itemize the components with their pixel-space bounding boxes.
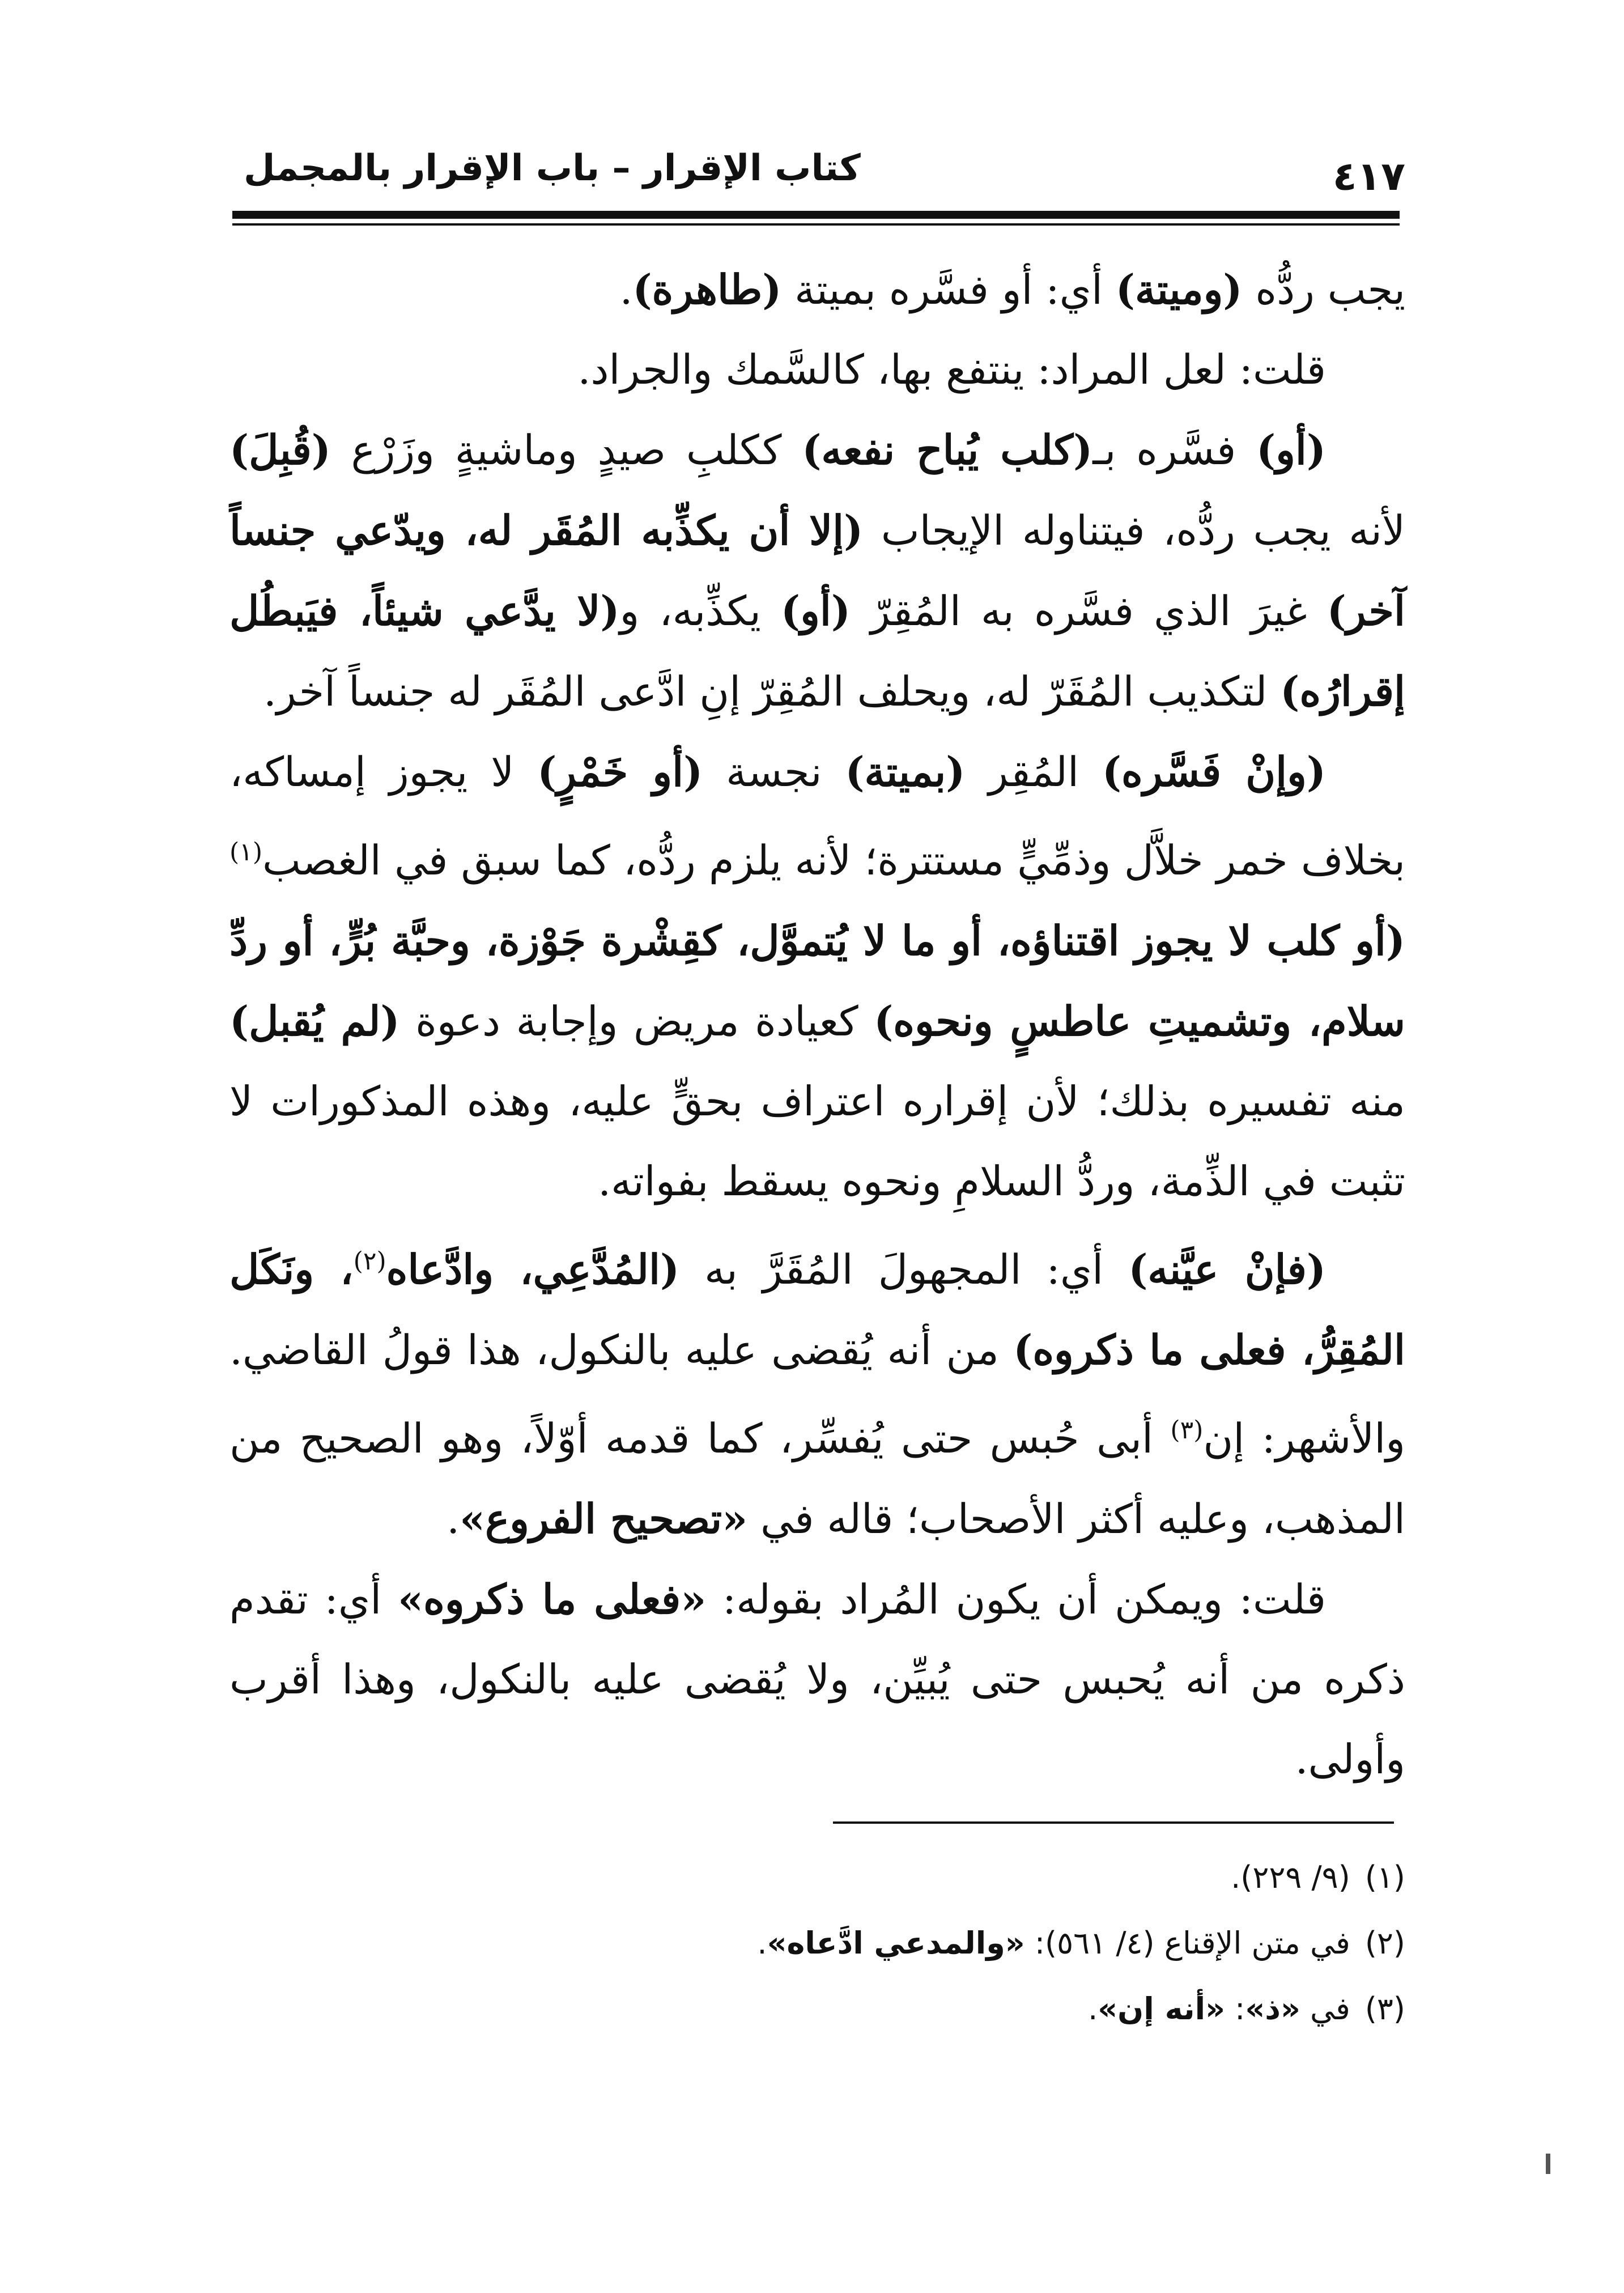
footnote <box>340 1910 1405 1976</box>
footnotes <box>340 1845 1405 2042</box>
sharh-text: نجسة <box>703 748 845 796</box>
footnote-text: (٩/ ٢٢٩). <box>1231 1859 1350 1895</box>
header-rule-thick <box>232 211 1400 219</box>
sharh-text: . <box>619 266 633 313</box>
paragraph <box>229 732 1405 1221</box>
footnote-reference: (٣) <box>1170 1416 1204 1445</box>
footnote-text: : <box>1225 1991 1245 2027</box>
running-title: كتاب الإقرار – باب الإقرار بالمجمل <box>244 147 861 189</box>
matn-text: (إلا أن يكذِّبه المُقَر له، ويدّعي جنساً آخر) <box>229 506 1405 635</box>
paragraph <box>229 330 1405 410</box>
sharh-text: المُقِر <box>965 748 1102 796</box>
page-header <box>227 136 1405 198</box>
sharh-text: منه تفسيره بذلك؛ لأن إقراره اعتراف بحقٍّ عليه، وهذه المذكورات لا تثبت في الذِّمة، وردُّ السلامِ ونحوه يسقط بفواته. <box>229 1077 1406 1205</box>
matn-text: (كلب يُباح نفعه) <box>802 426 1093 474</box>
sharh-text: قلت: لعل المراد: ينتفع بها، كالسَّمك والجراد. <box>577 346 1326 393</box>
sharh-text: يجب ردُّه <box>1242 266 1405 313</box>
sharh-text: لأنه يجب ردُّه، فيتناوله الإيجاب <box>863 507 1405 554</box>
matn-text: (وميتة) <box>1115 265 1243 313</box>
matn-text: (لا يدَّعي شيئاً، فيَبطُل إقرارُه) <box>229 587 1405 715</box>
matn-text: «فعلى ما ذكروه» <box>398 1575 707 1623</box>
paragraph <box>229 249 1405 330</box>
matn-text: ، ونَكَل المُقِرُّ، فعلى ما ذكروه) <box>229 1245 1406 1374</box>
sharh-text: أي: أو فسَّره بميتة <box>781 266 1116 313</box>
matn-text: «تصحيح الفروع» <box>460 1494 748 1543</box>
sharh-text: فسَّره بـ <box>1092 426 1257 474</box>
main-text <box>229 249 1405 1799</box>
sharh-text: أي: تقدم ذكره من أنه يُحبس حتى يُبيِّن، ولا يُقضى عليه بالنكول، وهذا أقرب وأولى. <box>229 1576 1405 1783</box>
sharh-text: لا يجوز إمساكه، بخلاف خمر خلاَّل وذمِّيٍّ مستترة؛ لأنه يلزم ردُّه، كما سبق في الغصب <box>229 748 1405 884</box>
sharh-text: من أنه يُقضى عليه بالنكول، هذا قولُ القاضي. والأشهر: إن <box>229 1326 1405 1462</box>
sharh-text: غيرَ الذي فسَّره به المُقِرّ <box>850 587 1327 635</box>
scan-mark <box>1546 2154 1550 2174</box>
matn-text: (بميتة) <box>845 748 966 796</box>
sharh-text: كعيادة مريض وإجابة دعوة <box>399 997 874 1045</box>
footnote-text: «ذ» <box>1245 1991 1300 2027</box>
footnote-number: (٢) <box>1364 1925 1405 1961</box>
paragraph <box>229 1559 1405 1799</box>
sharh-text: أي: المجهولَ المُقَرَّ به <box>679 1246 1129 1293</box>
sharh-text: قلت: ويمكن أن يكون المُراد بقوله: <box>706 1576 1326 1623</box>
footnote-separator <box>833 1821 1394 1824</box>
sharh-text: ككلبِ صيدٍ وماشيةٍ وزَرْع <box>330 426 802 474</box>
sharh-text: . <box>447 1495 460 1543</box>
matn-text: (أو) <box>1256 426 1326 474</box>
sharh-text: يكذِّبه، و <box>619 587 781 635</box>
paragraph <box>229 410 1405 732</box>
footnote-number: (١) <box>1364 1859 1405 1895</box>
matn-text: (قُبِلَ) <box>229 426 331 474</box>
paragraph <box>229 1221 1405 1559</box>
footnote-text: في متن الإقناع (٤/ ٥٦١): <box>1024 1925 1350 1961</box>
footnote-text: «والمدعي ادَّعاه» <box>767 1925 1025 1961</box>
footnote <box>340 1976 1405 2042</box>
sharh-text: لتكذيب المُقَرّ له، ويحلف المُقِرّ إنِ ادَّعى المُقَر له جنساً آخر. <box>263 668 1281 715</box>
sharh-text: أبى حُبس حتى يُفسِّر، كما قدمه أوّلاً، وهو الصحيح من المذهب، وعليه أكثر الأصحاب؛ قاله في <box>229 1415 1405 1543</box>
footnote-reference: (٢) <box>353 1247 386 1276</box>
footnote-text: في <box>1300 1991 1350 2027</box>
header-rule-thin <box>232 223 1400 226</box>
footnote <box>340 1845 1405 1910</box>
footnote-text: . <box>1088 1991 1098 2027</box>
footnote-number: (٣) <box>1364 1991 1405 2027</box>
footnote-text: «أنه إن» <box>1098 1991 1225 2027</box>
matn-text: (أو خَمْرٍ) <box>537 748 703 796</box>
matn-text: (أو) <box>781 587 851 635</box>
matn-text: (لم يُقبل) <box>229 997 400 1045</box>
footnote-text: . <box>757 1925 767 1961</box>
matn-text: (فإنْ عيَّنه) <box>1128 1245 1326 1293</box>
matn-text: (وإنْ فَسَّره) <box>1102 748 1326 796</box>
page-number: ٤١٧ <box>1332 153 1405 199</box>
matn-text: (أو كلب لا يجوز اقتناؤه، أو ما لا يُتموَّل، كقِشْرة جَوْزة، وحبَّة بُرٍّ، أو ردِّ سلام، وتشميتِ عاطسٍ ونحوه) <box>229 916 1405 1045</box>
footnote-reference: (١) <box>229 838 262 867</box>
matn-text: (طاهرة) <box>632 265 782 313</box>
matn-text: (المُدَّعِي، وادَّعاه <box>386 1245 680 1293</box>
